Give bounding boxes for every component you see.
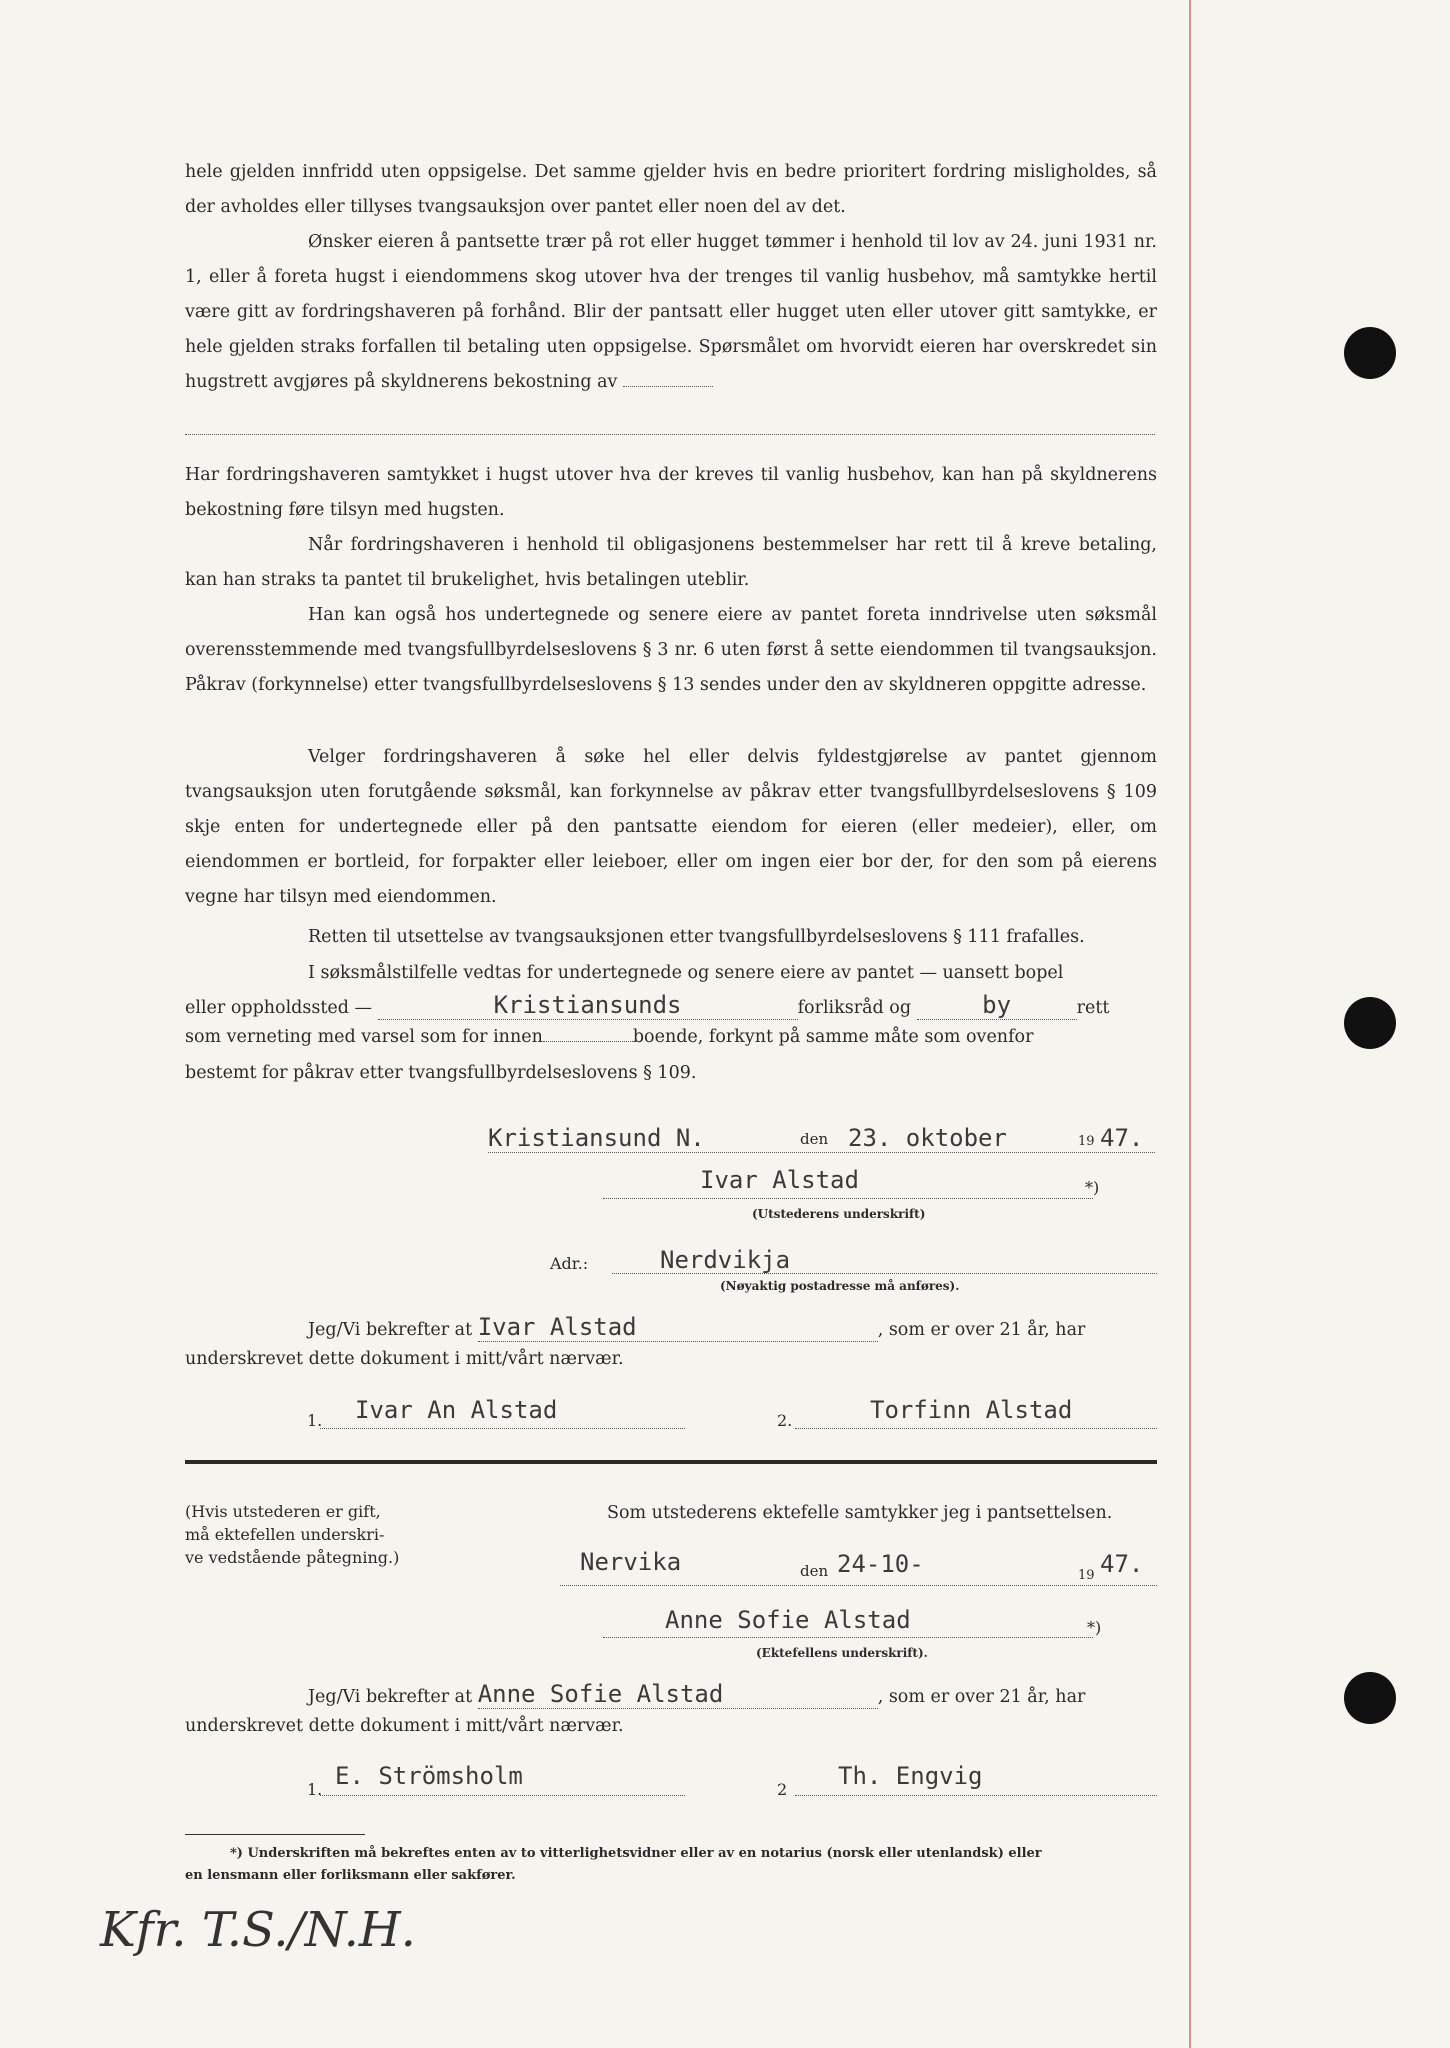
blank-line bbox=[543, 1041, 633, 1042]
venue-text: eller oppholdssted — bbox=[185, 998, 372, 1018]
venue-line bbox=[185, 1027, 1033, 1047]
signature-line bbox=[603, 1198, 1093, 1199]
paragraph-usage: Når fordringshaveren i henhold til obligasjonens bestemmelser har rett til å kreve betaling, kan han straks ta pantet til brukelighet, hvis betalingen uteblir. bbox=[185, 535, 1157, 590]
paragraph-auction: Velger fordringshaveren å søke hel eller delvis fyldestgjørelse av pantet gjennom tvangsauksjon uten forutgående søksmål, kan forkynnelse av påkrav etter tvangsfullbyrdelseslovens § 109 skje enten for undertegnede eller på den pantsatte eiendom for eieren (eller medeier), eller, om eiendommen er bortleid, for forpakter eller leieboer, eller om ingen eier bor der, for den som på eierens vegne har tilsyn med eiendommen. bbox=[185, 747, 1157, 907]
signature-mark: *) bbox=[1087, 1618, 1102, 1637]
blank-line bbox=[185, 434, 1155, 435]
spouse-year: 47. bbox=[1100, 1550, 1144, 1578]
paragraph-logging bbox=[185, 225, 1157, 400]
witness-2: Torfinn Alstad bbox=[870, 1396, 1073, 1424]
paragraph-supervision: Har fordringshaveren samtykket i hugst utover hva der kreves til vanlig husbehov, kan han på skyldnerens bekostning føre tilsyn med hugsten. bbox=[185, 465, 1157, 520]
handwritten-note: Kfr. T.S./N.H. bbox=[100, 1902, 416, 1958]
address-line bbox=[612, 1273, 1157, 1274]
red-margin-line bbox=[1189, 0, 1191, 2048]
spouse-den: den bbox=[800, 1562, 829, 1580]
paragraph-logging-text: Ønsker eieren å pantsette trær på rot eller hugget tømmer i henhold til lov av 24. juni 1931 nr. 1, eller å foreta hugst i eiendommens skog utover hva der trenges til vanlig husbehov, må samtykke hertil være gitt av fordringshaveren på forhånd. Blir der pantsatt eller hugget uten eller utover gitt samtykke, er hele gjelden straks forfallen til betaling uten oppsigelse. Spørsmålet om hvorvidt eieren har overskredet sin hugstrett avgjøres på skyldnerens bekostning av bbox=[185, 232, 1157, 392]
spouse-note-line: må ektefellen underskri- bbox=[185, 1525, 385, 1544]
footnote-rule bbox=[185, 1834, 365, 1835]
punch-hole bbox=[1344, 327, 1396, 379]
address-label: Adr.: bbox=[550, 1254, 589, 1273]
punch-hole bbox=[1344, 1672, 1396, 1724]
confirmation-text: underskrevet dette dokument i mitt/vårt nærvær. bbox=[185, 1716, 624, 1736]
confirmation-text: , som er over 21 år, har bbox=[877, 1687, 1086, 1707]
divider bbox=[185, 1460, 1157, 1464]
witness-number: 2. bbox=[777, 1411, 793, 1430]
place: Kristiansund N. bbox=[488, 1124, 705, 1152]
paragraph-venue: I søksmålstilfelle vedtas for undertegnede og senere eiere av pantet — uansett bopel bbox=[308, 963, 1064, 983]
confirmation-line bbox=[308, 1313, 1085, 1342]
witness-3: E. Strömsholm bbox=[335, 1762, 523, 1790]
venue-type: by bbox=[917, 991, 1077, 1020]
venue-end: bestemt for påkrav etter tvangsfullbyrdelseslovens § 109. bbox=[185, 1063, 697, 1083]
venue-line bbox=[185, 991, 1109, 1020]
confirmation-name: Ivar Alstad bbox=[478, 1313, 878, 1342]
address-caption: (Nøyaktig postadresse må anføres). bbox=[720, 1279, 960, 1293]
paragraph-collection: Han kan også hos undertegnede og senere eiere av pantet foreta inndrivelse uten søksmål overensstemmende med tvangsfullbyrdelseslovens § 3 nr. 6 uten først å sette eiendommen til tvangsauksjon. Påkrav (forkynnelse) etter tvangsfullbyrdelseslovens § 13 sendes under den av skyldneren oppgitte adresse. bbox=[185, 605, 1157, 695]
spouse-year-prefix: 19 bbox=[1078, 1568, 1095, 1583]
paragraph-default: hele gjelden innfridd uten oppsigelse. Det samme gjelder hvis en bedre prioritert fordring misligholdes, så der avholdes eller tillyses tvangsauksjon over pantet eller noen del av det. bbox=[185, 162, 1157, 217]
confirmation-line bbox=[308, 1680, 1085, 1709]
spouse-note-line: ve vedstående påtegning.) bbox=[185, 1548, 400, 1567]
confirmation-text: Jeg/Vi bekrefter at bbox=[308, 1687, 473, 1707]
witness-1: Ivar An Alstad bbox=[355, 1396, 558, 1424]
footnote-line: en lensmann eller forliksmann eller sakfører. bbox=[185, 1868, 516, 1883]
year: 47. bbox=[1100, 1124, 1144, 1152]
witness-line bbox=[320, 1428, 685, 1429]
confirmation-text: Jeg/Vi bekrefter at bbox=[308, 1320, 473, 1340]
witness-line bbox=[795, 1428, 1157, 1429]
venue-text: boende, forkynt på samme måte som ovenfor bbox=[632, 1027, 1034, 1047]
date-line bbox=[560, 1585, 1157, 1586]
date: 23. oktober bbox=[848, 1124, 1007, 1152]
venue-court: Kristiansunds bbox=[378, 991, 798, 1020]
venue-text: som verneting med varsel som for innen bbox=[185, 1027, 543, 1047]
spouse-place: Nervika bbox=[580, 1548, 682, 1576]
punch-hole bbox=[1344, 997, 1396, 1049]
footnote-line: *) Underskriften må bekreftes enten av to vitterlighetsvidner eller av en notarius (norsk eller utenlandsk) eller bbox=[230, 1846, 1042, 1861]
date-den: den bbox=[800, 1130, 829, 1148]
witness-number: 1. bbox=[307, 1411, 323, 1430]
witness-number: 1. bbox=[307, 1780, 323, 1799]
spouse-note-line: (Hvis utstederen er gift, bbox=[185, 1502, 381, 1521]
confirmation-text: , som er over 21 år, har bbox=[877, 1320, 1086, 1340]
date-line bbox=[488, 1152, 1155, 1153]
venue-text: forliksråd og bbox=[797, 998, 912, 1018]
venue-text: rett bbox=[1076, 998, 1110, 1018]
spouse-date: 24-10- bbox=[837, 1550, 924, 1578]
blank-line bbox=[623, 386, 713, 387]
witness-4: Th. Engvig bbox=[838, 1762, 983, 1790]
year-prefix: 19 bbox=[1078, 1134, 1095, 1149]
paragraph-waiver: Retten til utsettelse av tvangsauksjonen etter tvangsfullbyrdelseslovens § 111 frafalles. bbox=[308, 927, 1085, 947]
address: Nerdvikja bbox=[660, 1246, 791, 1274]
witness-line bbox=[795, 1795, 1157, 1796]
witness-number: 2 bbox=[777, 1780, 788, 1799]
issuer-signature: Ivar Alstad bbox=[700, 1166, 859, 1194]
spouse-note bbox=[185, 1500, 399, 1569]
signature-mark: *) bbox=[1085, 1178, 1100, 1197]
signature-caption: (Utstederens underskrift) bbox=[752, 1207, 926, 1221]
confirmation-name: Anne Sofie Alstad bbox=[478, 1680, 878, 1709]
spouse-signature: Anne Sofie Alstad bbox=[665, 1606, 911, 1634]
footnote bbox=[185, 1843, 1042, 1887]
confirmation-text: underskrevet dette dokument i mitt/vårt nærvær. bbox=[185, 1349, 624, 1369]
witness-line bbox=[320, 1795, 685, 1796]
signature-line bbox=[603, 1637, 1093, 1638]
spouse-consent: Som utstederens ektefelle samtykker jeg i pantsettelsen. bbox=[607, 1503, 1113, 1523]
spouse-signature-caption: (Ektefellens underskrift). bbox=[756, 1646, 928, 1660]
